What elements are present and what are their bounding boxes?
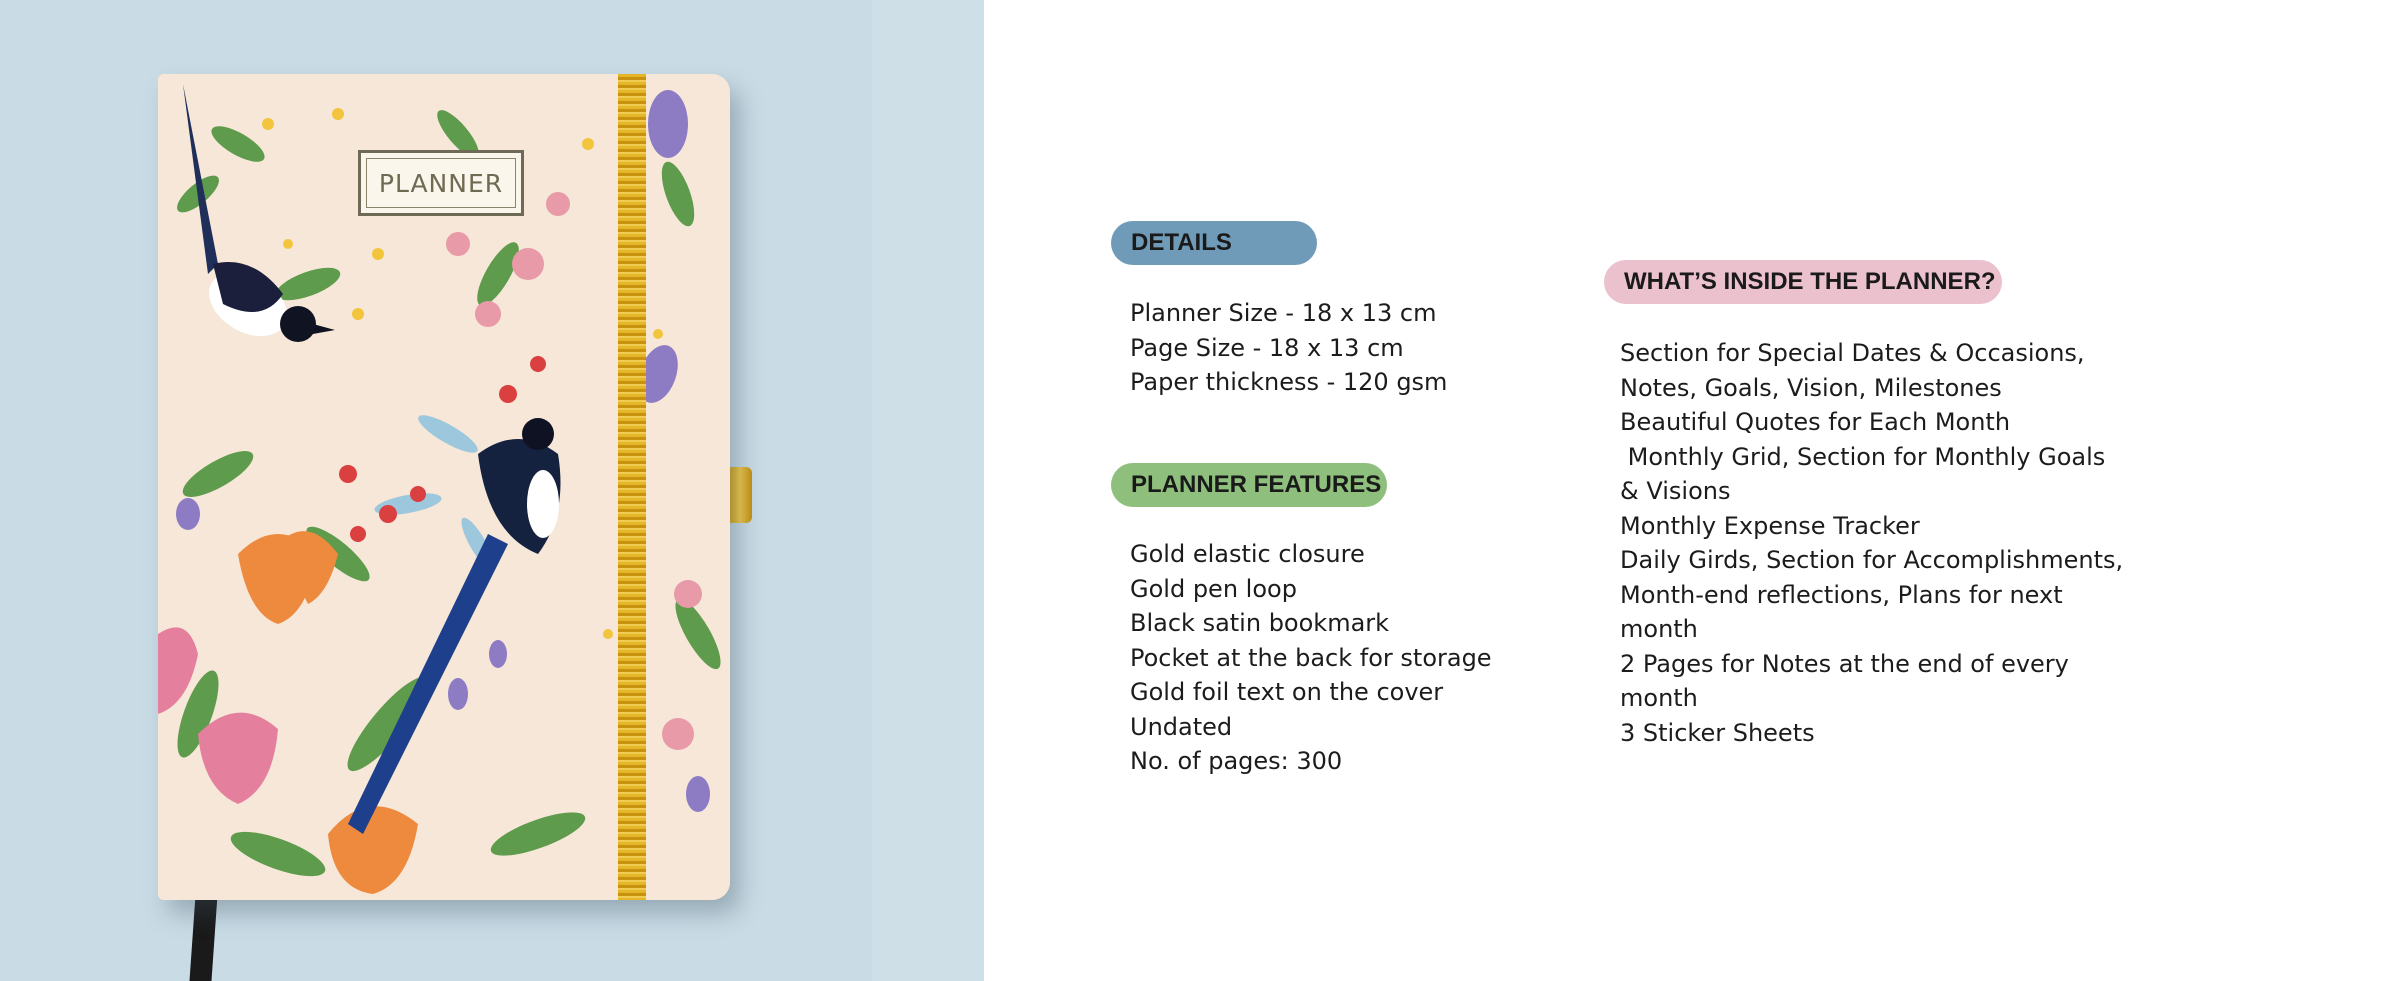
list-item: month (1620, 684, 1698, 712)
list-item: Monthly Grid, Section for Monthly Goals (1620, 442, 2106, 471)
list-item: 2 Pages for Notes at the end of every (1620, 649, 2069, 678)
list-item: Monthly Expense Tracker (1620, 511, 1920, 540)
photo-background-edge (872, 0, 984, 981)
list-item: Beautiful Quotes for Each Month (1620, 408, 2011, 436)
list-item: 3 Sticker Sheets (1620, 718, 1815, 747)
list-item: Pocket at the back for storage (1130, 643, 1492, 672)
details-heading-text: DETAILS (1131, 229, 1232, 256)
features-heading (1111, 463, 1387, 507)
list-item: Planner Size - 18 x 13 cm (1130, 299, 1437, 327)
cover-label-text: PLANNER (378, 168, 504, 198)
details-list (1130, 296, 1447, 400)
list-item: No. of pages: 300 (1130, 747, 1343, 775)
features-list (1130, 537, 1492, 779)
list-item: Page Size - 18 x 13 cm (1130, 333, 1404, 362)
features-heading-text: PLANNER FEATURES (1131, 471, 1382, 498)
list-item: Notes, Goals, Vision, Milestones (1620, 373, 2002, 402)
list-item: Black satin bookmark (1130, 609, 1390, 637)
list-item: Gold foil text on the cover (1130, 678, 1444, 706)
list-item: Section for Special Dates & Occasions, (1620, 339, 2085, 367)
pen-loop (728, 467, 752, 523)
list-item: Month-end reflections, Plans for next (1620, 580, 2063, 609)
inside-heading (1604, 260, 2002, 304)
inside-list (1620, 336, 2123, 750)
product-photo (0, 0, 984, 981)
list-item: & Visions (1620, 477, 1731, 505)
gold-elastic-band (618, 74, 646, 900)
list-item: month (1620, 615, 1698, 643)
details-heading (1111, 221, 1317, 265)
inside-heading-text: WHAT’S INSIDE THE PLANNER? (1624, 268, 1996, 295)
list-item: Daily Girds, Section for Accomplishments, (1620, 546, 2124, 574)
planner-cover (158, 74, 730, 900)
list-item: Gold pen loop (1130, 574, 1297, 603)
list-item: Undated (1130, 712, 1233, 741)
list-item: Paper thickness - 120 gsm (1130, 368, 1448, 396)
list-item: Gold elastic closure (1130, 540, 1365, 568)
cover-label (358, 150, 524, 216)
